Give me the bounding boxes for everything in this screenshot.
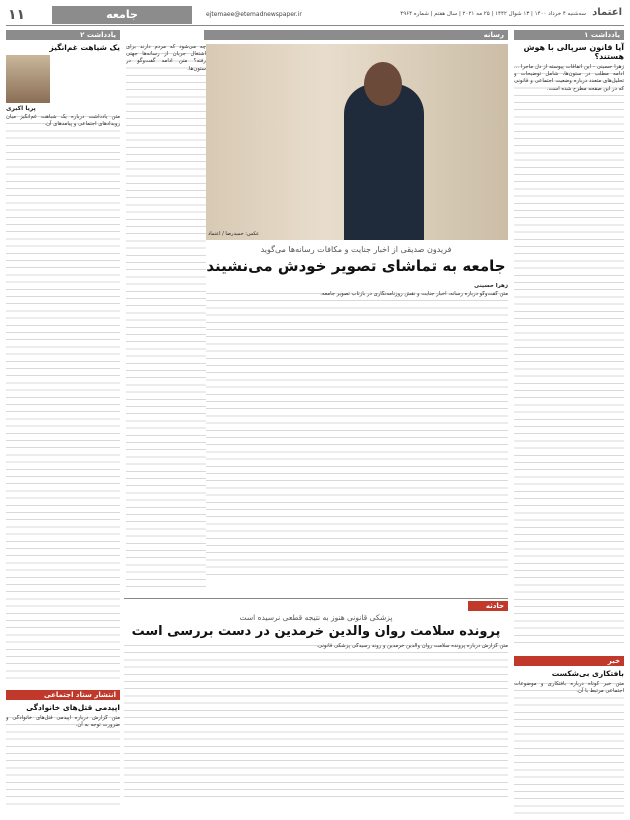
- author-name: پریا اکبری: [6, 105, 36, 112]
- author-photo: [6, 55, 50, 103]
- interview-photo: [204, 44, 508, 240]
- byline: زهرا حسینی: [474, 283, 508, 289]
- newspaper-logo: اعتماد: [592, 7, 622, 18]
- section-band: یادداشت ۲: [6, 30, 120, 40]
- page-number: ۱۱: [8, 7, 26, 23]
- headline: جامعه به تماشای تصویر خودش می‌نشیند: [206, 257, 506, 275]
- kicker: پزشکی قانونی هنوز به نتیجه قطعی نرسیده است: [239, 613, 393, 622]
- email: ejtemaee@etemadnewspaper.ir: [206, 11, 302, 18]
- article-title: آیا قانون سرپالی با هوش هستند؟: [523, 43, 624, 61]
- person-head: [364, 62, 402, 106]
- section-band: رسانه: [204, 30, 508, 40]
- article-body: متن گزارش درباره اپیدمی قتل‌های خانوادگی و ضرورت توجه به آن.: [6, 715, 120, 810]
- main-story: [204, 30, 508, 590]
- section-band: خبر: [514, 656, 624, 666]
- right-column: [514, 30, 624, 814]
- section-band: یادداشت ۱: [514, 30, 624, 40]
- article-title: اپیدمی قتل‌های خانوادگی: [26, 703, 120, 712]
- photo-credit: عکس: حمیدرضا / اعتماد: [208, 231, 260, 237]
- section-band: انتشار ستاد اجتماعی: [6, 690, 120, 700]
- article-title: یک شیاهت غم‌انگیز: [49, 43, 120, 52]
- person-figure: [344, 84, 424, 240]
- article-body: چه می‌شود که مردم دارند برای اشتغال جریان از رسانه‌ها جهتی رفته؟ متن ادامه گفت‌وگو در ستون‌ها.: [126, 44, 206, 588]
- article-body: متن یادداشت درباره یک شباهت غم‌انگیز میان رویدادهای اجتماعی و پیامدهای آن.: [6, 114, 120, 684]
- section-title: جامعه: [52, 6, 192, 24]
- kicker: فریدون صدیقی از اخبار جنایت و مکافات رسانه‌ها می‌گوید: [260, 245, 452, 254]
- article-body: متن گزارش درباره پرونده سلامت روان والدین خرمدین و روند رسیدگی پزشکی قانونی.: [124, 643, 508, 803]
- article-title: بافتکاری بی‌شکست: [551, 669, 624, 678]
- left-column: [6, 30, 120, 814]
- masthead: [6, 6, 624, 26]
- bottom-story: [124, 598, 508, 814]
- dateline: سه‌شنبه ۴ خرداد ۱۴۰۰ | ۱۳ شوال ۱۴۴۲ | ۲۵ مه ۲۰۲۱ | سال هفتم | شماره ۴۹۶۴: [400, 11, 586, 17]
- article-body: زهرا حسینی - این اتفاقات پیوسته از دل ماجرا ... ادامه مطلب در ستون‌ها، شامل توضیحات و تحلیل‌های متعدد درباره وضعیت اجتماعی و قانونی که در این صفحه مطرح شده است.: [514, 64, 624, 644]
- section-band: حادثه: [468, 601, 508, 611]
- article-body: متن خبر کوتاه درباره بافتکاری و موضوعات اجتماعی مرتبط با آن.: [514, 681, 624, 820]
- headline: پرونده سلامت روان والدین خرمدین در دست بررسی است: [131, 624, 501, 639]
- article-body: متن گفت‌وگو درباره رسانه، اخبار جنایت و نقش روزنامه‌نگاری در بازتاب تصویر جامعه.: [204, 291, 508, 581]
- story-continuation: [126, 44, 206, 588]
